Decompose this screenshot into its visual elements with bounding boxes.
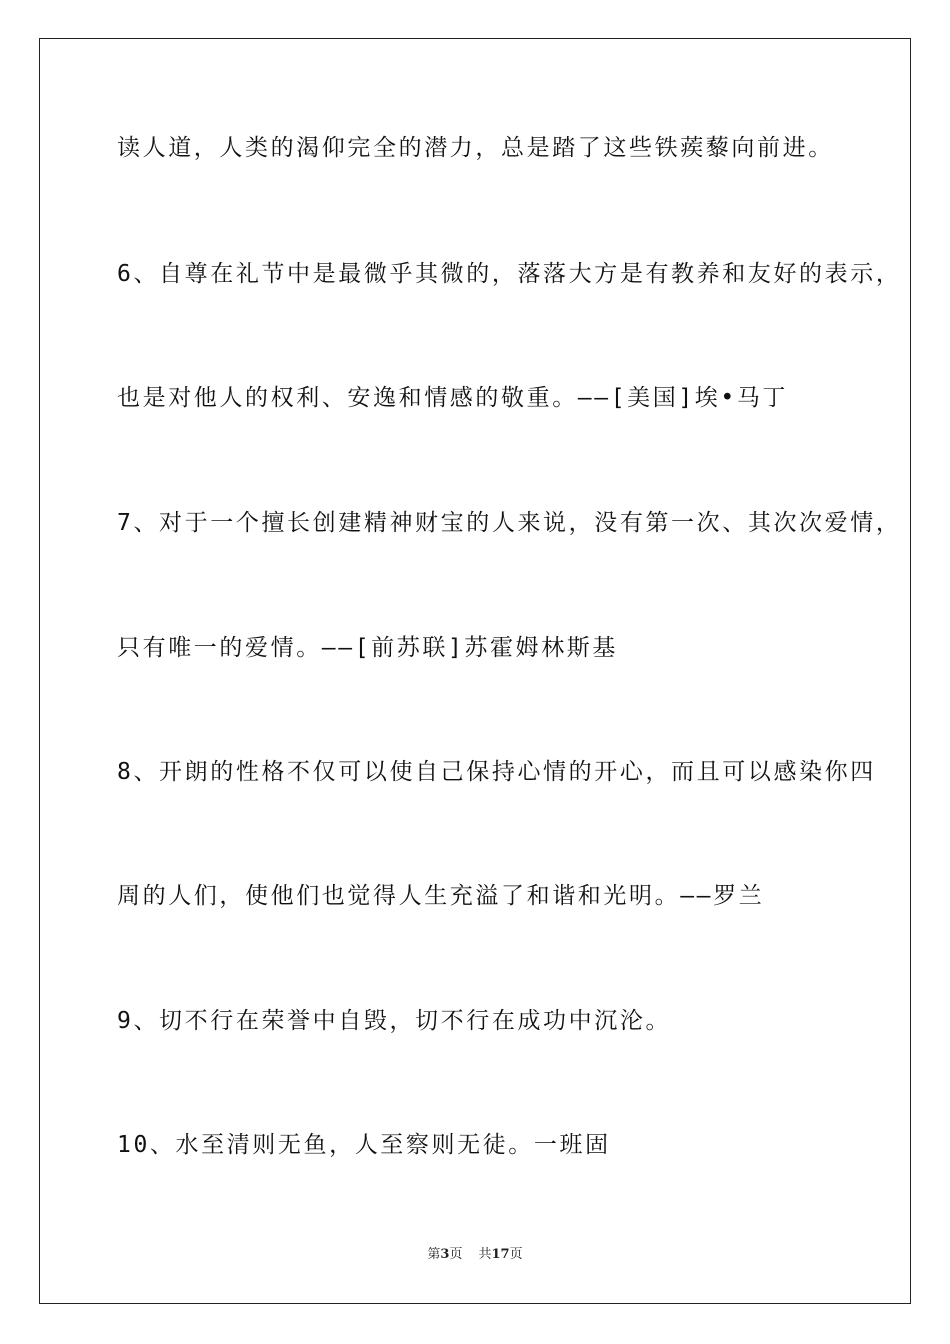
total-pages: 17 [491,1247,510,1262]
total-pages-suffix: 页 [509,1247,523,1262]
text-line-6: 8、开朗的性格不仅可以使自己保持心情的开心，而且可以感染你四 [117,759,876,785]
text-line-4: 7、对于一个擅长创建精神财宝的人来说，没有第一次、其次次爱情， [117,510,902,536]
text-line-3: 也是对他人的权利、安逸和情感的敬重。——[美国]埃•马丁 [117,385,789,411]
page-footer [0,1246,950,1264]
text-line-7: 周的人们，使他们也觉得人生充溢了和谐和光明。——罗兰 [117,883,765,909]
page-frame [39,38,911,1304]
text-line-2: 6、自尊在礼节中是最微乎其微的，落落大方是有教养和友好的表示， [117,261,902,287]
total-pages-prefix: 共 [478,1247,492,1262]
text-line-1: 读人道，人类的渴仰完全的潜力，总是踏了这些铁蒺藜向前进。 [117,135,834,161]
text-line-9: 10、水至清则无鱼，人至察则无徒。一班固 [117,1132,611,1158]
text-line-8: 9、切不行在荣誉中自毁，切不行在成功中沉沦。 [117,1008,672,1034]
text-line-5: 只有唯一的爱情。——[前苏联]苏霍姆林斯基 [117,635,618,661]
page-number-prefix: 第 [427,1247,441,1262]
page-number: 3 [440,1247,450,1262]
page-number-suffix: 页 [449,1247,463,1262]
